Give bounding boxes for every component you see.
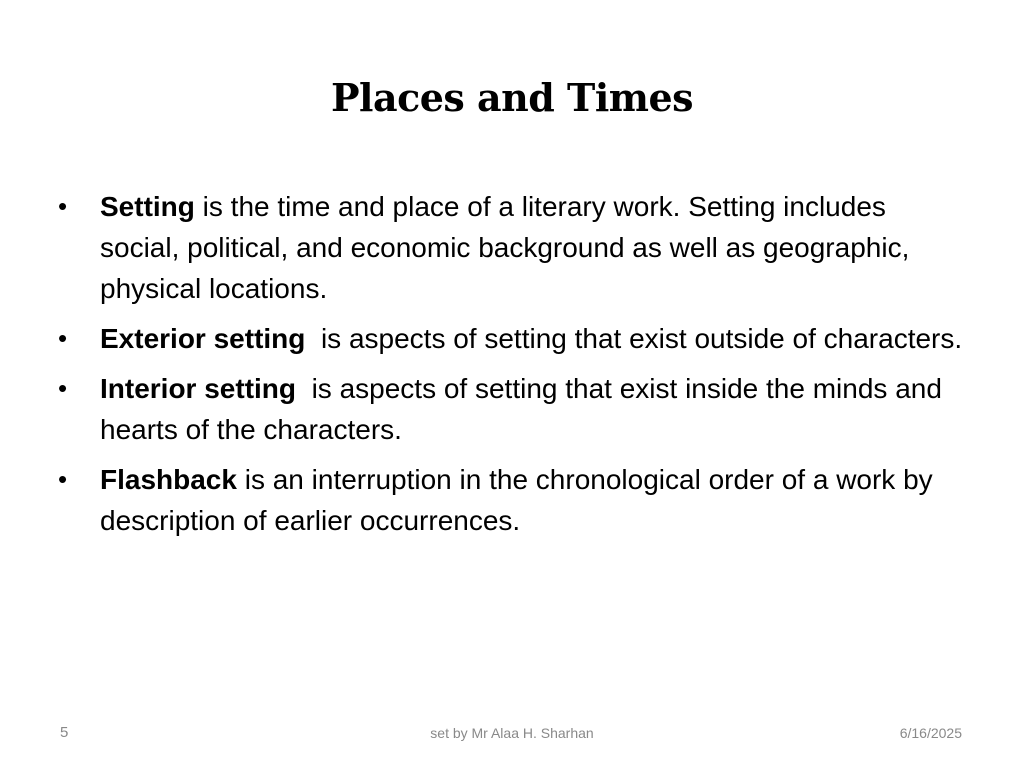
bullet-exterior-setting	[56, 318, 968, 359]
term-exterior-setting: Exterior setting	[100, 323, 306, 354]
bullet-dot-icon: •	[58, 373, 68, 403]
definition-interior-setting: is aspects of setting that exist inside the minds and hearts of the characters.	[100, 373, 950, 445]
bullet-setting	[56, 186, 968, 309]
term-interior-setting: Interior setting	[100, 373, 297, 404]
bullet-list	[56, 186, 968, 550]
footer-date: 6/16/2025	[899, 725, 962, 741]
bullet-interior-setting	[56, 368, 968, 450]
definition-flashback: is an interruption in the chronological order of a work by description of earlier occurrences.	[100, 464, 933, 536]
bullet-dot-icon: •	[58, 323, 68, 353]
term-flashback: Flashback	[100, 464, 237, 495]
slide-title: Places and Times	[330, 75, 694, 120]
bullet-dot-icon: •	[58, 191, 68, 221]
definition-setting: is the time and place of a literary work. Setting includes social, political, and economic background as well as geographic, physical locations.	[100, 191, 910, 304]
term-setting: Setting	[100, 191, 195, 222]
definition-exterior-setting: is aspects of setting that exist outside of characters.	[305, 323, 963, 354]
footer-author: set by Mr Alaa H. Sharhan	[430, 725, 594, 741]
bullet-flashback	[56, 459, 968, 541]
bullet-dot-icon: •	[58, 464, 68, 494]
footer-page-number: 5	[60, 724, 69, 741]
